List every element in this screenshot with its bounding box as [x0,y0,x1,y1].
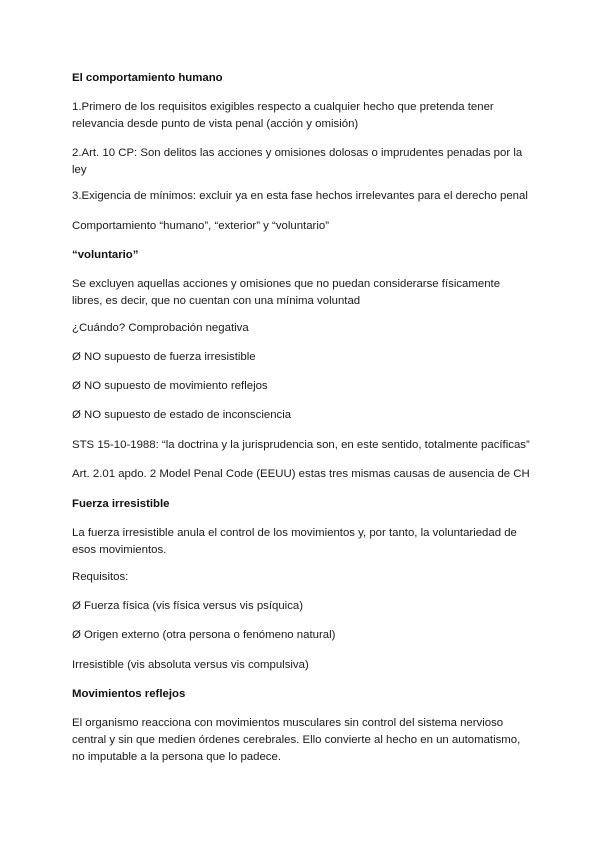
list-item-estado-inconsciencia: Ø NO supuesto de estado de inconsciencia [72,409,292,421]
paragraph-requisito-1: 1.Primero de los requisitos exigibles respecto a cualquier hecho que pretenda tener relevancia desde punto de vista penal (acción y omisión) [72,101,494,130]
heading-comportamiento-humano: El comportamiento humano [72,72,223,84]
paragraph-exigencia-minimos: 3.Exigencia de mínimos: excluir ya en esta fase hechos irrelevantes para el derecho penal [72,190,528,202]
paragraph-requisitos: Requisitos: [72,571,129,583]
heading-movimientos-reflejos: Movimientos reflejos [72,688,186,700]
paragraph-organismo-reacciona: El organismo reacciona con movimientos musculares sin control del sistema nervioso central y sin que medien órdenes cerebrales. Ello convierte al hecho en un automatismo, no imputable a la persona que lo padece. [72,717,521,763]
list-item-irresistible: Irresistible (vis absoluta versus vis compulsiva) [72,659,309,671]
paragraph-sts-1988: STS 15-10-1988: “la doctrina y la jurisprudencia son, en este sentido, totalmente pacíficas” [72,439,530,451]
list-item-fuerza-irresistible: Ø NO supuesto de fuerza irresistible [72,351,256,363]
paragraph-model-penal-code: Art. 2.01 apdo. 2 Model Penal Code (EEUU) estas tres mismas causas de ausencia de CH [72,468,530,480]
paragraph-fuerza-anula: La fuerza irresistible anula el control de los movimientos y, por tanto, la voluntariedad de esos movimientos. [72,527,517,556]
list-item-movimiento-reflejos: Ø NO supuesto de movimiento reflejos [72,380,268,392]
heading-voluntario: “voluntario” [72,249,139,261]
paragraph-comportamiento-caracteristicas: Comportamiento “humano”, “exterior” y “voluntario” [72,220,330,232]
paragraph-exclusion-acciones: Se excluyen aquellas acciones y omisiones que no puedan considerarse físicamente libres, es decir, que no cuentan con una mínima voluntad [72,278,501,307]
list-item-fuerza-fisica: Ø Fuerza física (vis física versus vis psíquica) [72,600,304,612]
paragraph-art-10-cp: 2.Art. 10 CP: Son delitos las acciones y omisiones dolosas o imprudentes penadas por la ley [72,147,523,176]
paragraph-cuando: ¿Cuándo? Comprobación negativa [72,322,249,334]
heading-fuerza-irresistible: Fuerza irresistible [72,498,170,510]
list-item-origen-externo: Ø Origen externo (otra persona o fenómeno natural) [72,629,336,641]
